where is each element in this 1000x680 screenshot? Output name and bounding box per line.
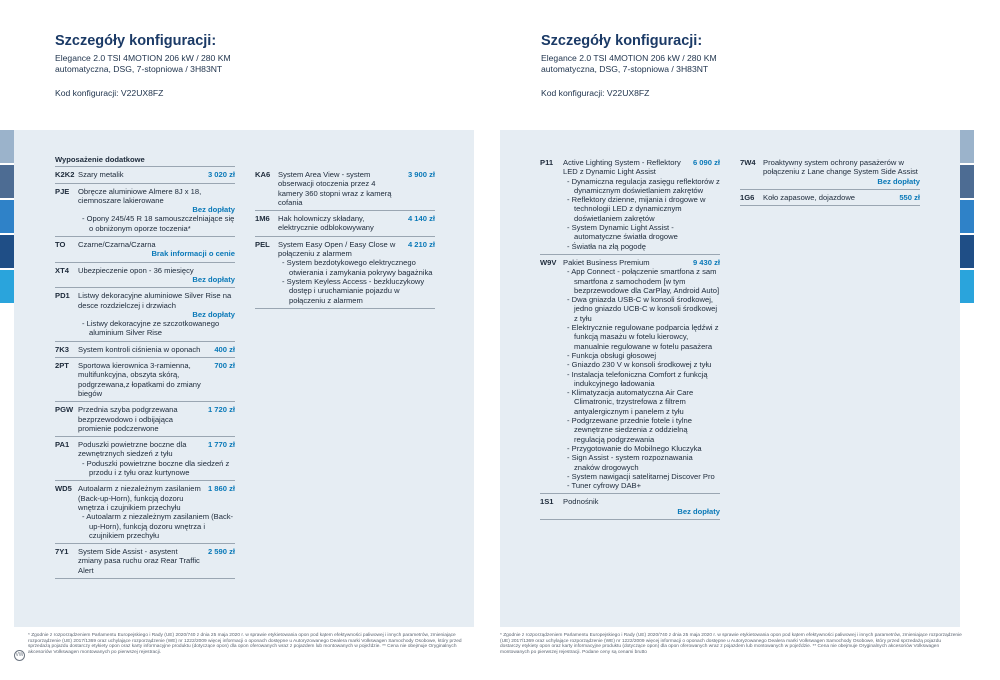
option-item (55, 184, 235, 237)
option-subitem: - Funkcja obsługi głosowej (567, 350, 657, 360)
option-subitem: - Listwy dekoracyjne ze szczotkowanego aluminium Silver Rise (82, 319, 220, 338)
options-list (540, 155, 720, 520)
option-subitem: - Opony 245/45 R 18 samouszczelniające się o obniżonym oporze toczenia* (82, 214, 235, 233)
option-item (255, 237, 435, 309)
option-item (540, 155, 720, 255)
option-description: Autoalarm z niezależnym zasilaniem (Back-up-Horn), funkcją dozoru wnętrza i czujnikiem przechyłu (78, 484, 201, 512)
option-code: PJE (55, 186, 70, 196)
option-code: PEL (255, 239, 270, 249)
option-subitem: - System nawigacji satelitarnej Discover Pro (567, 471, 715, 481)
options-column-2 (255, 167, 435, 309)
option-item (540, 494, 720, 520)
options-column-1 (55, 155, 235, 579)
option-subitem: - Dwa gniazda USB-C w konsoli środkowej, jedno gniazdo UCB-C w konsoli środkowej z tyłu (567, 295, 718, 323)
option-item (55, 263, 235, 289)
option-subitem: - Podgrzewane przednie fotele i tylne zewnętrzne siedzenia z oddzielną regulacją podgrzewania (567, 416, 692, 444)
decor-stripe (960, 165, 974, 198)
option-code: 7K3 (55, 344, 69, 354)
option-price: 2 590 zł (207, 547, 235, 557)
model-description: Elegance 2.0 TSI 4MOTION 206 kW / 280 KM automatyczna, DSG, 7-stopniowa / 3H83NT (55, 53, 231, 74)
option-description: System kontroli ciśnienia w oponach (78, 344, 201, 354)
decor-stripe (960, 270, 974, 303)
option-code: 2PT (55, 361, 69, 371)
page-left (0, 0, 485, 680)
option-item (740, 155, 920, 190)
vw-logo-icon: VW (14, 650, 25, 661)
option-price: Brak informacji o cenie (151, 249, 235, 259)
options-list (55, 167, 235, 579)
model-description: Elegance 2.0 TSI 4MOTION 206 kW / 280 KM automatyczna, DSG, 7-stopniowa / 3H83NT (541, 53, 717, 74)
option-subitem: - Reflektory dzienne, mijania i drogowe w technologii LED z dynamicznym doświetlaniem zakrętów (567, 195, 706, 223)
decor-stripe (960, 235, 974, 268)
option-code: TO (55, 240, 66, 250)
option-subitem: - Klimatyzacja automatyczna Air Care Climatronic, trzystrefowa z filtrem antyalergicznym i panelem z tyłu (567, 388, 694, 416)
options-list (255, 167, 435, 309)
option-subitem: - System Dynamic Light Assist - automatyczne światła drogowe (567, 223, 678, 242)
option-subitem: - System Keyless Access - bezkluczykowy dostęp i uruchamianie pojazdu w połączeniu z alarmem (282, 276, 425, 305)
option-subitem: - Przygotowanie do Mobilnego Kluczyka (567, 443, 702, 453)
option-code: PGW (55, 405, 74, 415)
options-column-2 (740, 155, 920, 206)
option-price: 3 900 zł (407, 170, 435, 179)
option-price: 700 zł (214, 361, 235, 371)
option-code: PD1 (55, 291, 70, 301)
option-item (55, 358, 235, 402)
options-column-1 (540, 155, 720, 520)
option-description: Pakiet Business Premium (563, 257, 650, 267)
decor-stripe (0, 235, 14, 268)
option-description: System Side Assist - asystent zmiany pasa ruchu oraz Rear Traffic Alert (78, 547, 200, 575)
option-code: WD5 (55, 484, 72, 494)
decor-stripe (960, 200, 974, 233)
page-right (500, 0, 985, 680)
option-code: 7Y1 (55, 547, 69, 557)
option-code: 7W4 (740, 158, 756, 167)
option-item (55, 167, 235, 183)
decor-stripe (960, 130, 974, 163)
option-item (55, 481, 235, 544)
option-subitem: - Gniazdo 230 V w konsoli środkowej z tyłu (567, 360, 712, 370)
page-title: Szczegóły konfiguracji: (55, 33, 217, 49)
option-subitem: - Instalacja telefoniczna Comfort z funkcją indukcyjnego ładowania (567, 369, 708, 388)
option-price: Bez dopłaty (192, 274, 235, 284)
option-code: 1G6 (740, 192, 755, 202)
option-description: Listwy dekoracyjne aluminiowe Silver Rise na desce rozdzielczej i drzwiach (78, 291, 232, 310)
decor-stripe (0, 130, 14, 163)
option-item (540, 255, 720, 494)
option-description: Podnośnik (563, 497, 599, 507)
option-price: 4 210 zł (407, 239, 435, 249)
option-item (55, 402, 235, 437)
option-item (740, 190, 920, 206)
option-price: Bez dopłaty (677, 506, 720, 516)
option-price: 550 zł (899, 192, 920, 202)
option-description: Sportowa kierownica 3-ramienna, multifunkcyjna, obszyta skórą, podgrzewana,z łopatkami do zmiany biegów (78, 361, 201, 398)
option-item (255, 167, 435, 211)
option-description: Hak holowniczy składany, elektrycznie odblokowywany (278, 214, 374, 233)
option-description: System Area View - system obserwacji otoczenia przez 4 kamery 360 stopni wraz z kamerą cofania (278, 170, 392, 207)
option-price: 4 140 zł (407, 214, 435, 224)
decor-stripe (0, 200, 14, 233)
section-heading: Wyposażenie dodatkowe (55, 155, 235, 167)
option-description: Obręcze aluminiowe Almere 8J x 18, ciemnoszare lakierowane (78, 186, 202, 205)
option-price: Bez dopłaty (877, 176, 920, 186)
options-list (740, 155, 920, 206)
option-description: Poduszki powietrzne boczne dla zewnętrznych siedzeń z tyłu (78, 440, 187, 459)
option-price: 9 430 zł (692, 257, 720, 267)
decor-stripe (0, 270, 14, 303)
option-description: Ubezpieczenie opon - 36 miesięcy (78, 265, 194, 275)
option-description: Szary metalik (78, 170, 124, 180)
option-subitem: - App Connect - połączenie smartfona z sam smartfona z samochodem [w tym bezprzewodowe dla CarPlay, Android Auto] (567, 267, 720, 295)
option-subitem: - Poduszki powietrzne boczne dla siedzeń z przodu i z tyłu oraz kurtynowe (82, 458, 230, 478)
option-description: Koło zapasowe, dojazdowe (763, 192, 856, 202)
option-code: KA6 (255, 170, 271, 179)
option-price: 6 090 zł (692, 158, 720, 167)
option-code: 1S1 (540, 497, 554, 507)
option-description: Czarne/Czarna/Czarna (78, 240, 156, 250)
option-subitem: - Elektrycznie regulowane podparcia lędźwi z funkcją masażu w fotelu kierowcy, manualnie regulowane w fotelu pasażera (567, 323, 719, 351)
option-price: Bez dopłaty (192, 309, 235, 319)
option-item (55, 288, 235, 341)
option-price: 3 020 zł (207, 170, 235, 180)
option-subitem: - Sign Assist - system rozpoznawania znaków drogowych (567, 453, 693, 472)
option-code: PA1 (55, 440, 70, 450)
option-subitem: - Autoalarm z niezależnym zasilaniem (Back-up-Horn), funkcją dozoru wnętrza i czujnikiem przechyłu (82, 512, 234, 540)
decor-stripe (0, 165, 14, 198)
option-price: Bez dopłaty (192, 205, 235, 215)
option-code: 1M6 (255, 214, 270, 224)
option-subitem: - Światła na złą pogodę (567, 241, 646, 251)
configuration-code: Kod konfiguracji: V22UX8FZ (55, 88, 164, 98)
option-item (55, 437, 235, 481)
option-price: 1 720 zł (207, 405, 235, 415)
option-code: XT4 (55, 265, 69, 275)
option-item (55, 342, 235, 358)
footnote: * Zgodnie z rozporządzeniem Parlamentu Europejskiego i Rady (UE) 2020/740 z dnia 25 maja 2020 r. w sprawie etykietowania opon pod kątem efektywności paliwowej i innych parametrów, zmieniające rozporządzenie (UE) 2017/1369 oraz uchylające rozporządzenie (WE) nr 1222/2009 więcej informacji o oponach dostępne u Autoryzowanego Dealera marki Volkswagen Samochody Osobowe, który przed sprzedażą pojazdu dostarczy etykiety opon oraz karty informacyjne produktu (dotyczące opon) dla opon oferowanych wraz z pojazdem lub montowanych w pojeździe. ** Cena nie obejmuje Oryginalnych akcesoriów Volkswagen montowanych po pierwszej rejestracji. Podane ceny są cenami brutto (500, 633, 962, 655)
configuration-code: Kod konfiguracji: V22UX8FZ (541, 88, 650, 98)
option-description: Przednia szyba podgrzewana bezprzewodowo i odbijająca promienie podczerwone (78, 405, 178, 433)
option-code: K2K2 (55, 170, 75, 180)
option-item (55, 544, 235, 579)
option-subitem: - System bezdotykowego elektrycznego otwierania i zamykania pokrywy bagażnika (282, 258, 433, 277)
footnote: * Zgodnie z rozporządzeniem Parlamentu Europejskiego i Rady (UE) 2020/740 z dnia 25 maja 2020 r. w sprawie etykietowania opon pod kątem efektywności paliwowej i innych parametrów, zmieniające rozporządzenie (UE) 2017/1369 oraz uchylające rozporządzenie (WE) nr 1222/2009 więcej informacji o oponach dostępne u Autoryzowanego Dealera marki Volkswagen Samochody Osobowe, który przed sprzedażą pojazdu dostarczy etykiety opon oraz karty informacyjne produktu (dotyczące opon) dla opon oferowanych wraz z pojazdem lub montowanych w pojeździe. ** Cena nie obejmuje Oryginalnych akcesoriów Volkswagen montowanych po pierwszej rejestracji. (28, 633, 462, 655)
option-item (55, 237, 235, 263)
option-description: Proaktywny system ochrony pasażerów w połączeniu z Lane change System Side Assist (763, 158, 918, 177)
option-subitem: - Tuner cyfrowy DAB+ (567, 481, 642, 491)
page-title: Szczegóły konfiguracji: (541, 33, 703, 49)
option-item (255, 211, 435, 237)
option-price: 1 770 zł (207, 440, 235, 450)
option-price: 400 zł (214, 344, 235, 354)
option-code: P11 (540, 158, 554, 167)
option-description: System Easy Open / Easy Close w połączeniu z alarmem (278, 239, 396, 259)
option-code: W9V (540, 257, 557, 267)
option-description: Active Lighting System - Reflektory LED z Dynamic Light Assist (563, 158, 681, 177)
option-price: 1 860 zł (207, 484, 235, 494)
option-subitem: - Dynamiczna regulacja zasięgu reflektorów z dynamicznym doświetlaniem zakrętów (567, 176, 720, 195)
